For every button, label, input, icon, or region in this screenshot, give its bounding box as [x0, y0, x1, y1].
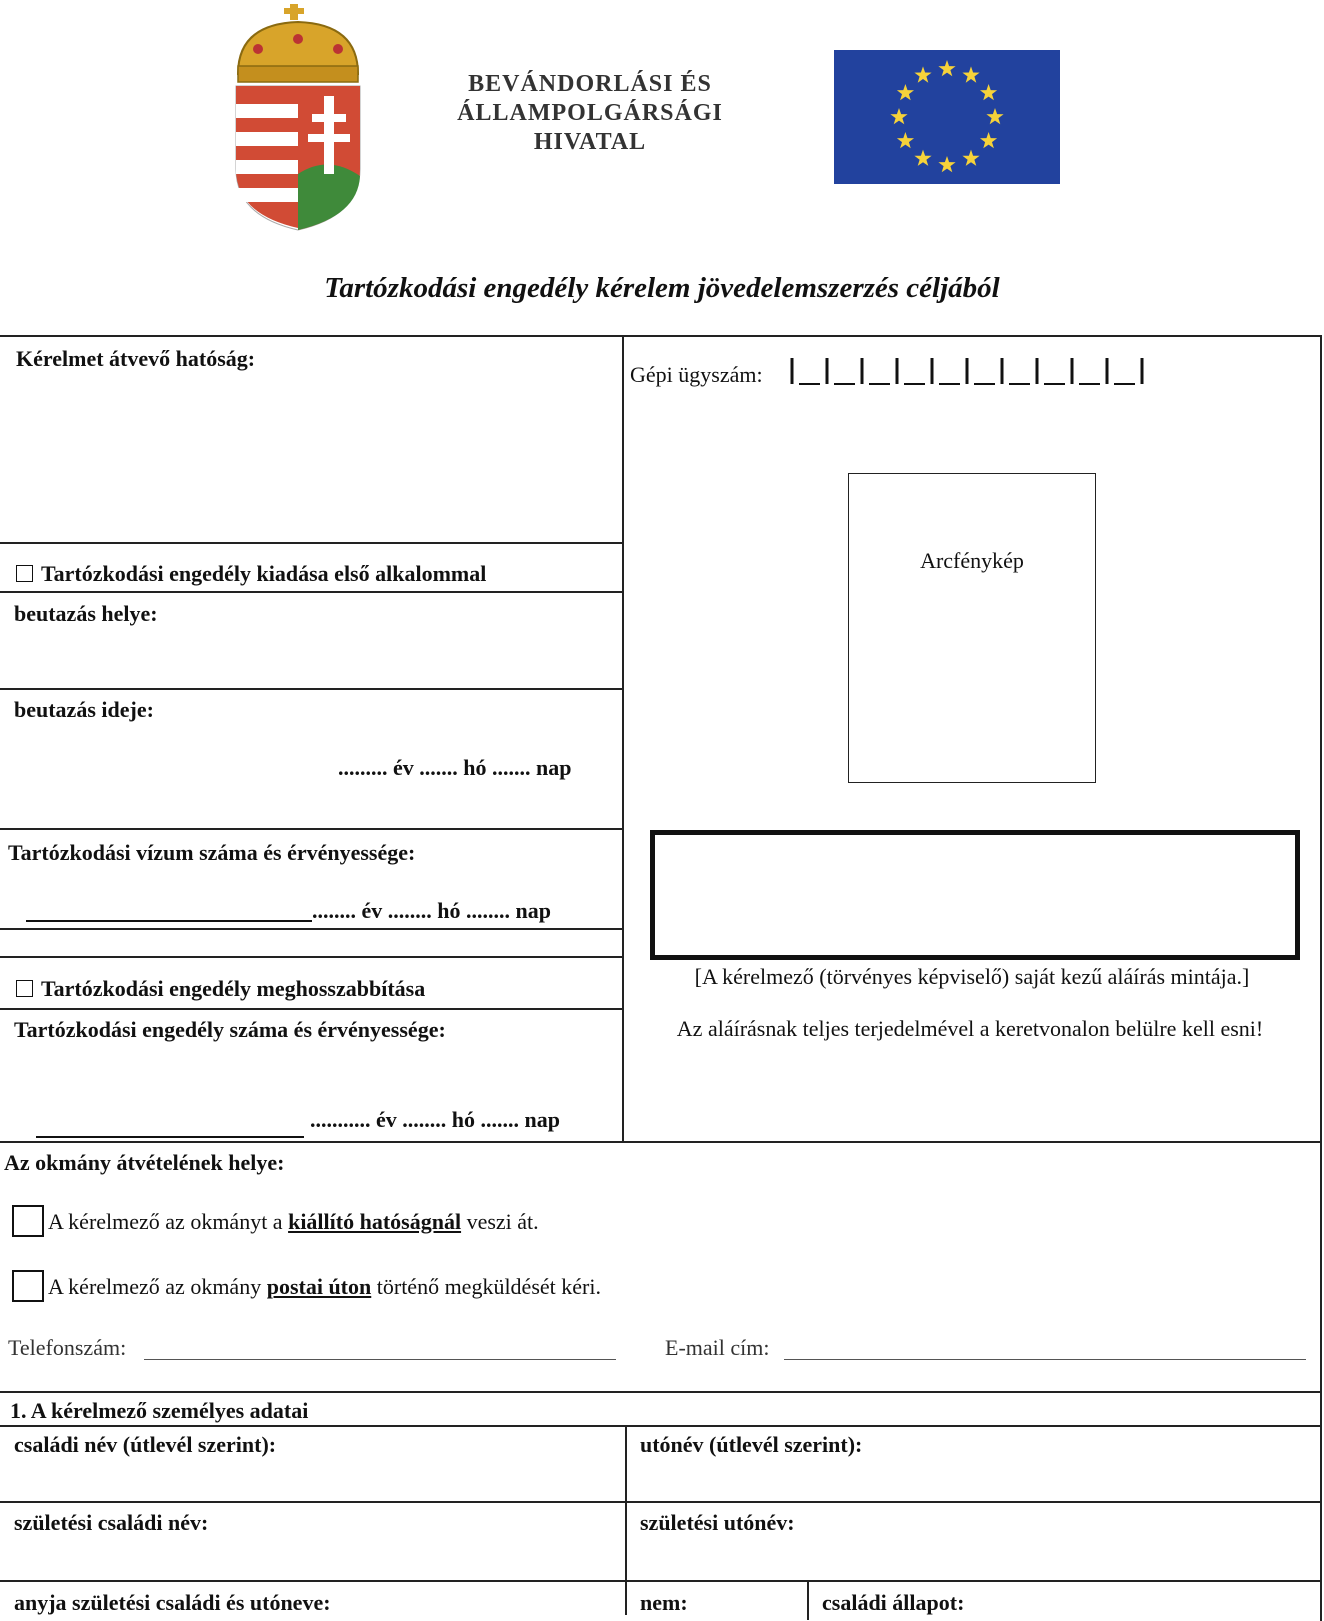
case-number-label: Gépi ügyszám:	[630, 362, 763, 387]
divider	[0, 1501, 1322, 1503]
extension-label: Tartózkodási engedély meghosszabbítása	[41, 976, 426, 1001]
divider	[0, 1580, 1322, 1582]
entry-date-field[interactable]: ......... év ....... hó ....... nap	[338, 755, 572, 780]
divider	[0, 1008, 622, 1010]
sex-label: nem:	[640, 1590, 688, 1615]
divider	[0, 688, 622, 690]
divider	[0, 542, 622, 544]
pickup-text-pre: A kérelmező az okmányt a	[48, 1209, 289, 1234]
signature-box[interactable]	[650, 830, 1300, 960]
phone-input-line[interactable]	[144, 1359, 616, 1360]
permit-label: Tartózkodási engedély száma és érvényessége:	[14, 1017, 446, 1042]
birth-given-name-label: születési utónév:	[640, 1510, 795, 1535]
agency-name	[430, 70, 750, 157]
visa-date-field[interactable]: ........ év ........ hó ........ nap	[312, 898, 551, 923]
divider	[0, 956, 622, 958]
agency-line-1: BEVÁNDORLÁSI ÉS	[468, 71, 712, 97]
delivery-section-frame	[0, 1141, 1322, 1393]
case-number-boxes[interactable]	[788, 354, 1148, 390]
given-name-label: utónév (útlevél szerint):	[640, 1432, 863, 1457]
email-input-line[interactable]	[784, 1359, 1306, 1360]
phone-label: Telefonszám:	[8, 1335, 127, 1360]
eu-flag-icon	[834, 50, 1060, 184]
visa-label: Tartózkodási vízum száma és érvényessége:	[8, 840, 416, 865]
hungarian-coat-of-arms-icon	[228, 4, 368, 232]
permit-date-field[interactable]: ........... év ........ hó ....... nap	[310, 1107, 560, 1132]
divider	[0, 928, 622, 930]
marital-status-label: családi állapot:	[822, 1590, 965, 1615]
first-issue-option[interactable]	[16, 561, 486, 587]
postal-option[interactable]	[48, 1274, 601, 1300]
extension-checkbox[interactable]	[16, 980, 33, 997]
agency-line-2: ÁLLAMPOLGÁRSÁGI	[457, 100, 723, 126]
permit-number-line[interactable]	[36, 1136, 304, 1138]
postal-text-bold: postai úton	[266, 1274, 372, 1299]
pickup-text-bold: kiállító hatóságnál	[288, 1209, 462, 1234]
divider	[0, 1425, 1322, 1427]
first-issue-label: Tartózkodási engedély kiadása első alkalommal	[41, 561, 487, 586]
extension-option[interactable]	[16, 976, 425, 1002]
mother-name-label: anyja születési családi és utóneve:	[14, 1590, 331, 1615]
signature-caption: [A kérelmező (törvényes képviselő) saját kezű aláírás mintája.]	[694, 964, 1250, 989]
first-issue-checkbox[interactable]	[16, 565, 33, 582]
email-label: E-mail cím:	[665, 1335, 770, 1360]
postal-text-post: történő megküldését kéri.	[371, 1274, 601, 1299]
photo-box	[848, 473, 1096, 783]
photo-label: Arcfénykép	[920, 548, 1024, 573]
column-divider	[625, 1425, 627, 1615]
pickup-text-post: veszi át.	[461, 1209, 539, 1234]
delivery-heading: Az okmány átvételének helye:	[4, 1150, 285, 1175]
personal-section-title: 1. A kérelmező személyes adatai	[10, 1398, 309, 1423]
form-title: Tartózkodási engedély kérelem jövedelemszerzés céljából	[324, 272, 1000, 304]
column-divider	[622, 335, 624, 1143]
birth-family-name-label: születési családi név:	[14, 1510, 209, 1535]
agency-line-3: HIVATAL	[533, 129, 647, 155]
authority-label: Kérelmet átvevő hatóság:	[16, 346, 256, 371]
pickup-option[interactable]	[48, 1209, 539, 1235]
divider	[0, 591, 622, 593]
family-name-label: családi név (útlevél szerint):	[14, 1432, 277, 1457]
entry-time-label: beutazás ideje:	[14, 697, 154, 722]
entry-place-label: beutazás helye:	[14, 601, 158, 626]
column-divider	[807, 1580, 809, 1620]
visa-number-line[interactable]	[26, 920, 312, 922]
postal-checkbox[interactable]	[12, 1270, 44, 1302]
postal-text-pre: A kérelmező az okmány	[48, 1274, 267, 1299]
pickup-checkbox[interactable]	[12, 1205, 44, 1237]
divider	[0, 828, 622, 830]
signature-note: Az aláírásnak teljes terjedelmével a keretvonalon belülre kell esni!	[676, 1016, 1264, 1041]
